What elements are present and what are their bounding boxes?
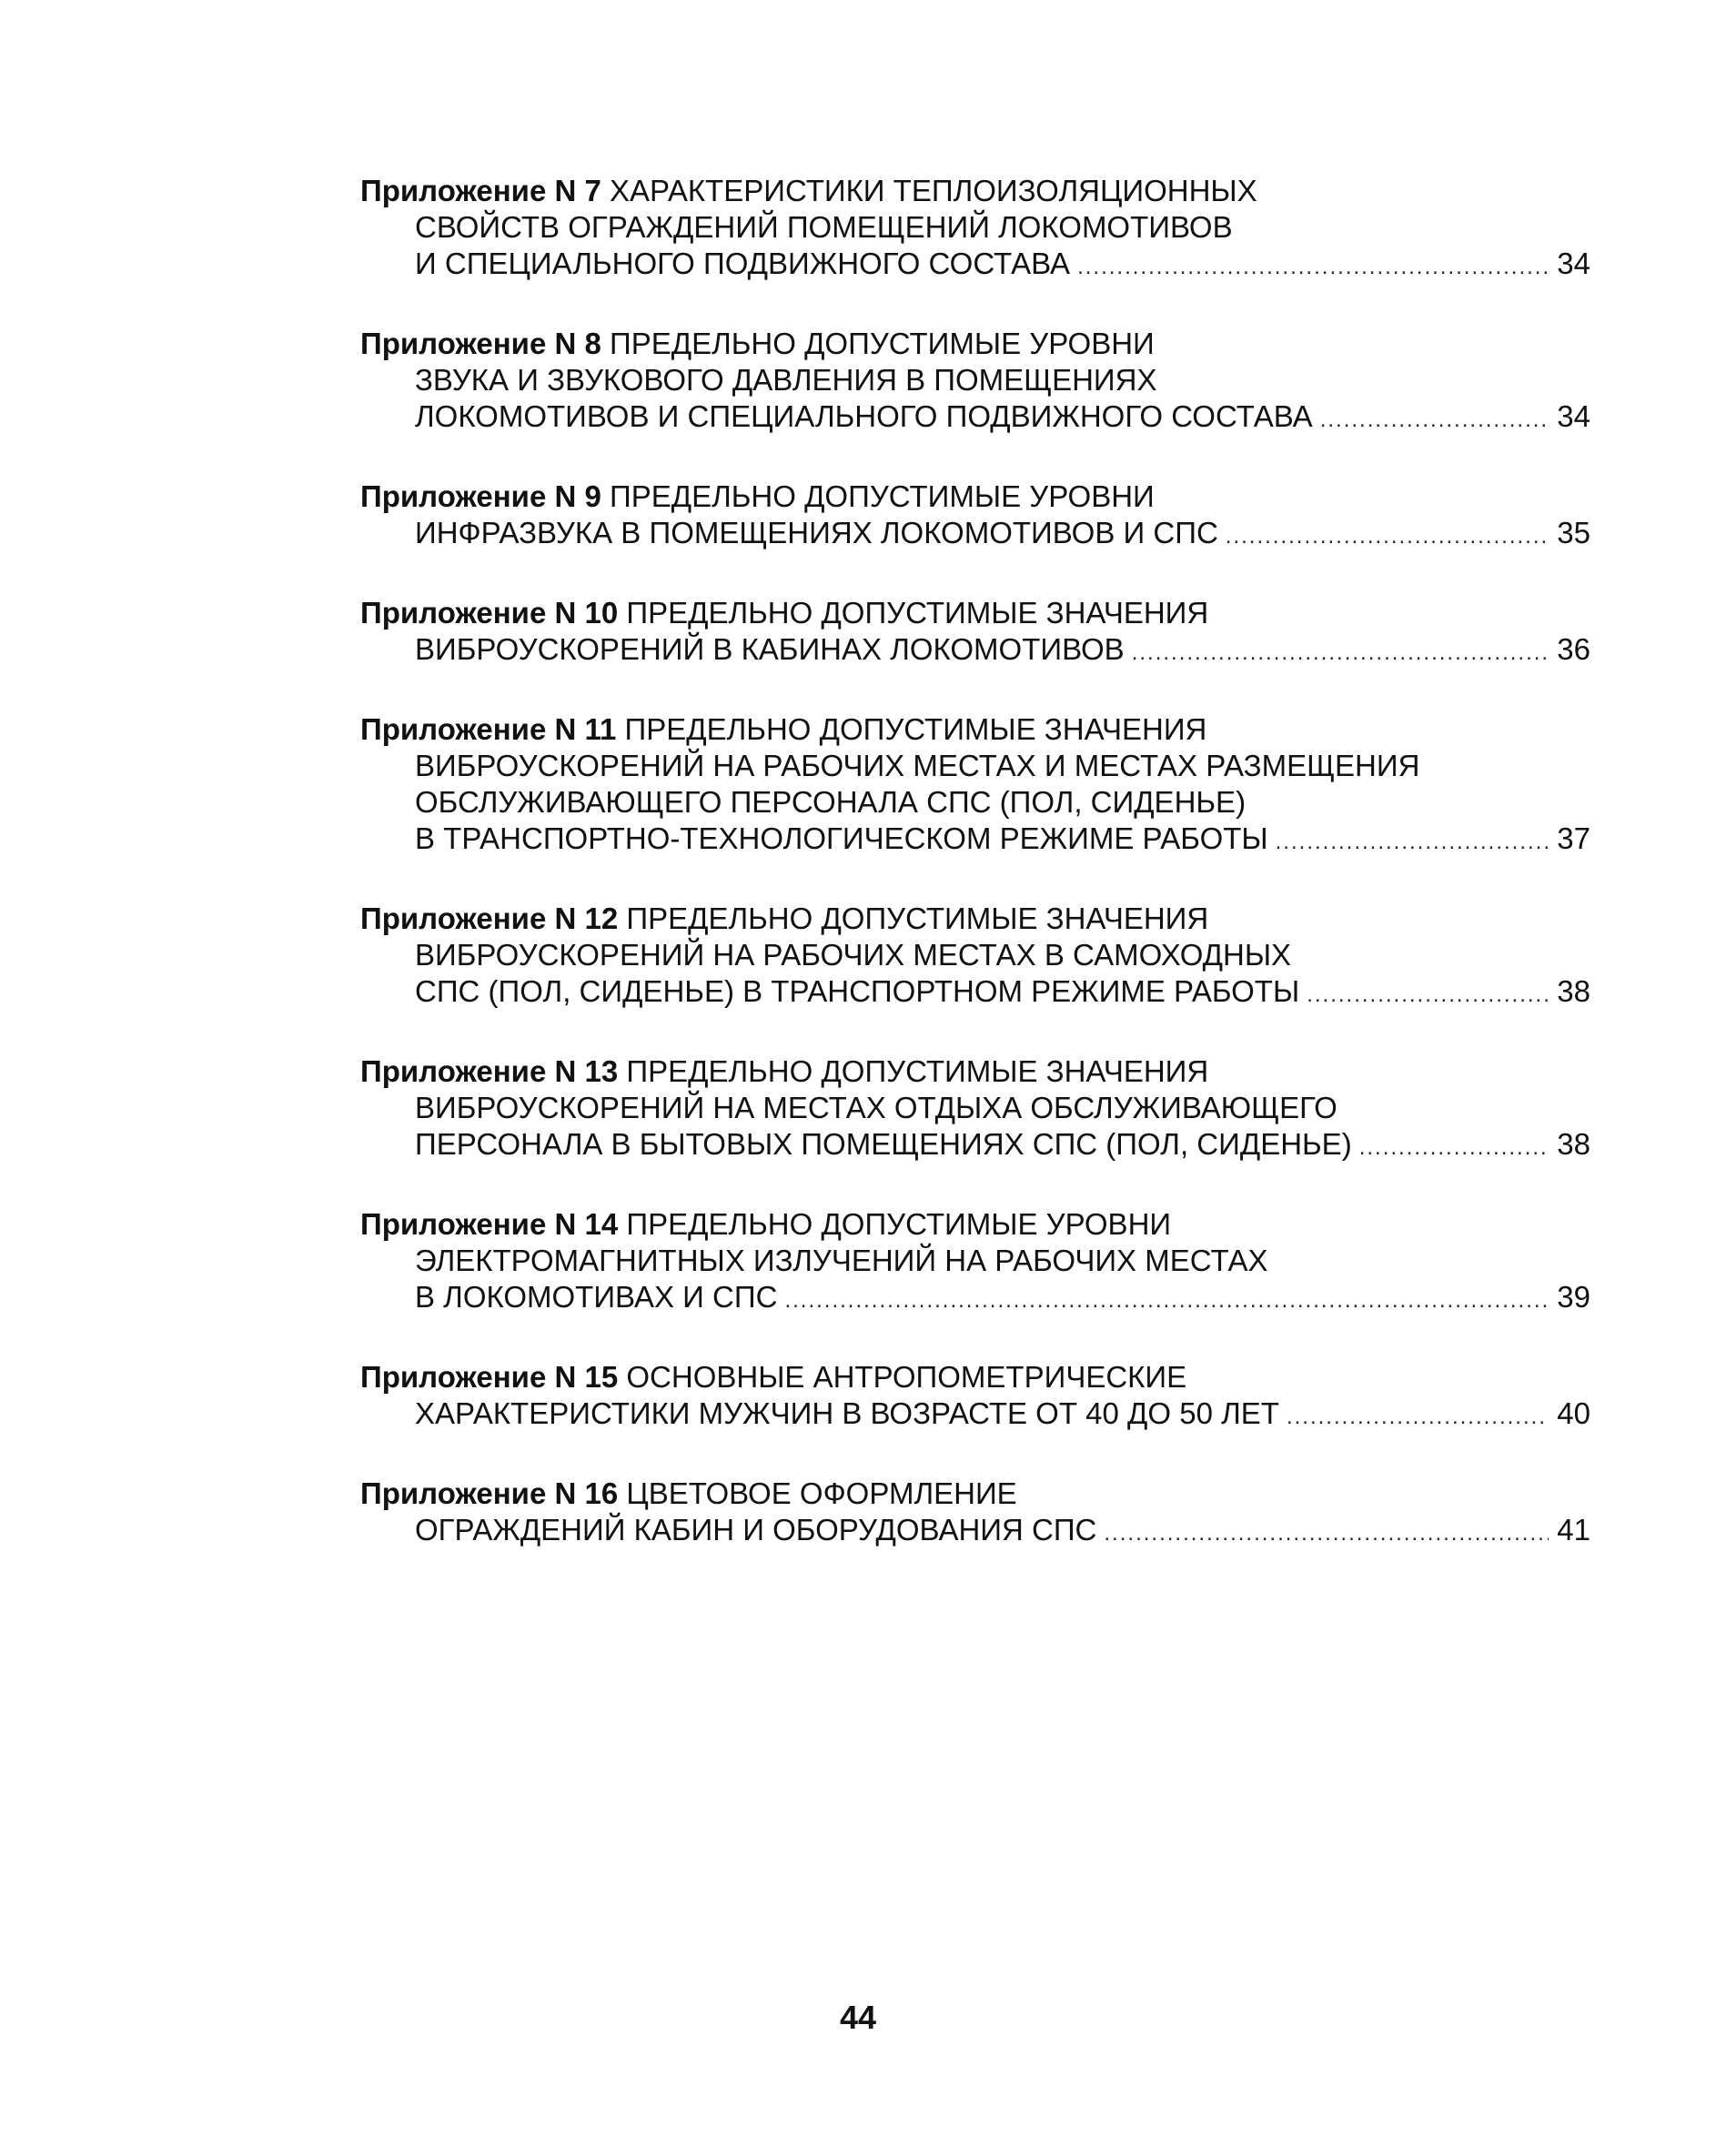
appendix-title-text: И СПЕЦИАЛЬНОГО ПОДВИЖНОГО СОСТАВА	[415, 247, 1071, 280]
appendix-title-text: ИНФРАЗВУКА В ПОМЕЩЕНИЯХ ЛОКОМОТИВОВ И СПС	[415, 516, 1218, 549]
appendix-title-text: В ТРАНСПОРТНО-ТЕХНОЛОГИЧЕСКОМ РЕЖИМЕ РАБОТЫ	[415, 821, 1268, 855]
toc-entry-first-line	[360, 1476, 1590, 1512]
toc-page-number: 38	[1557, 974, 1590, 1008]
dot-leader	[784, 1283, 1549, 1319]
appendix-label: Приложение N 10	[360, 596, 619, 630]
toc-entry-last-line	[360, 631, 1590, 671]
appendix-title-text: В ЛОКОМОТИВАХ И СПС	[415, 1280, 778, 1314]
appendix-label: Приложение N 13	[360, 1054, 619, 1088]
toc-page-number: 41	[1557, 1513, 1590, 1546]
toc-page-number: 35	[1557, 516, 1590, 549]
toc-entry	[360, 479, 1590, 555]
appendix-title-text: ПРЕДЕЛЬНО ДОПУСТИМЫЕ ЗНАЧЕНИЯ	[626, 596, 1209, 630]
appendix-title-text: ХАРАКТЕРИСТИКИ МУЖЧИН В ВОЗРАСТЕ ОТ 40 ДО 50 ЛЕТ	[415, 1396, 1279, 1430]
appendix-title-text: ВИБРОУСКОРЕНИЙ В КАБИНАХ ЛОКОМОТИВОВ	[415, 632, 1125, 666]
dot-leader	[1077, 249, 1549, 286]
appendix-label: Приложение N 12	[360, 902, 619, 935]
toc-entry-first-line	[360, 479, 1590, 515]
appendix-title-text: СВОЙСТВ ОГРАЖДЕНИЙ ПОМЕЩЕНИЙ ЛОКОМОТИВОВ	[415, 210, 1233, 244]
toc-entry-last-line	[360, 1126, 1590, 1166]
dot-leader	[1359, 1130, 1549, 1166]
toc-entry-first-line	[360, 595, 1590, 631]
toc-entry	[360, 711, 1590, 861]
toc-entry-last-line	[360, 821, 1590, 861]
toc-entry-last-line	[360, 1279, 1590, 1319]
toc-page-number: 34	[1557, 247, 1590, 280]
toc-entry-last-line	[360, 515, 1590, 555]
toc-page-number: 40	[1557, 1396, 1590, 1430]
appendix-label: Приложение N 14	[360, 1207, 619, 1241]
appendix-label: Приложение N 16	[360, 1476, 619, 1510]
appendix-title-text: ПРЕДЕЛЬНО ДОПУСТИМЫЕ УРОВНИ	[610, 327, 1155, 360]
toc-entry-first-line	[360, 1359, 1590, 1395]
toc-entry-first-line	[360, 901, 1590, 937]
appendix-title-text: ЗВУКА И ЗВУКОВОГО ДАВЛЕНИЯ В ПОМЕЩЕНИЯХ	[415, 363, 1157, 397]
toc-entry	[360, 173, 1590, 286]
appendix-label: Приложение N 15	[360, 1360, 619, 1394]
dot-leader	[1320, 402, 1549, 438]
appendix-title-text: ПРЕДЕЛЬНО ДОПУСТИМЫЕ ЗНАЧЕНИЯ	[626, 1054, 1209, 1088]
dot-leader	[1226, 519, 1549, 555]
appendix-title-text: ПРЕДЕЛЬНО ДОПУСТИМЫЕ УРОВНИ	[610, 479, 1155, 513]
toc-page-number: 37	[1557, 821, 1590, 855]
appendix-title-text: ПРЕДЕЛЬНО ДОПУСТИМЫЕ ЗНАЧЕНИЯ	[626, 902, 1209, 935]
toc-entry-first-line	[360, 173, 1590, 209]
toc-entry-last-line	[360, 973, 1590, 1013]
toc-entry-last-line	[360, 246, 1590, 286]
appendix-title-text: ЦВЕТОВОЕ ОФОРМЛЕНИЕ	[626, 1476, 1017, 1510]
appendix-label: Приложение N 11	[360, 712, 617, 746]
appendix-title-text: СПС (ПОЛ, СИДЕНЬЕ) В ТРАНСПОРТНОМ РЕЖИМЕ РАБОТЫ	[415, 974, 1300, 1008]
dot-leader	[1287, 1399, 1549, 1436]
toc-page-number: 36	[1557, 632, 1590, 666]
appendix-title-text: ВИБРОУСКОРЕНИЙ НА МЕСТАХ ОТДЫХА ОБСЛУЖИВАЮЩЕГО	[415, 1091, 1337, 1124]
toc-entry	[360, 595, 1590, 671]
toc-entry-first-line	[360, 1053, 1590, 1090]
toc-page-number: 39	[1557, 1280, 1590, 1314]
toc-entry-last-line	[360, 1512, 1590, 1552]
dot-leader	[1276, 824, 1549, 861]
appendix-title-text: ВИБРОУСКОРЕНИЙ НА РАБОЧИХ МЕСТАХ И МЕСТАХ РАЗМЕЩЕНИЯ	[415, 749, 1420, 782]
appendix-label: Приложение N 8	[360, 327, 601, 360]
toc-entry	[360, 1206, 1590, 1319]
toc-page-number: 38	[1557, 1127, 1590, 1161]
appendix-title-text: ПРЕДЕЛЬНО ДОПУСТИМЫЕ УРОВНИ	[626, 1207, 1172, 1241]
toc-entry-first-line	[360, 326, 1590, 362]
toc-page-number: 34	[1557, 399, 1590, 433]
appendix-title-text: ОГРАЖДЕНИЙ КАБИН И ОБОРУДОВАНИЯ СПС	[415, 1513, 1097, 1546]
toc-entry	[360, 1053, 1590, 1166]
dot-leader	[1132, 635, 1549, 671]
appendix-label: Приложение N 7	[360, 174, 601, 207]
table-of-contents	[360, 173, 1590, 1592]
appendix-title-text: ВИБРОУСКОРЕНИЙ НА РАБОЧИХ МЕСТАХ В САМОХОДНЫХ	[415, 938, 1292, 972]
toc-entry-first-line	[360, 711, 1590, 748]
toc-entry	[360, 1359, 1590, 1436]
appendix-title-text: ОБСЛУЖИВАЮЩЕГО ПЕРСОНАЛА СПС (ПОЛ, СИДЕНЬЕ)	[415, 785, 1247, 819]
toc-entry	[360, 326, 1590, 438]
appendix-title-text: ХАРАКТЕРИСТИКИ ТЕПЛОИЗОЛЯЦИОННЫХ	[610, 174, 1257, 207]
page-number: 44	[839, 1999, 877, 2036]
dot-leader	[1104, 1516, 1549, 1552]
toc-entry	[360, 901, 1590, 1013]
appendix-title-text: ЛОКОМОТИВОВ И СПЕЦИАЛЬНОГО ПОДВИЖНОГО СОСТАВА	[415, 399, 1313, 433]
toc-entry-first-line	[360, 1206, 1590, 1243]
toc-entry-last-line	[360, 398, 1590, 438]
appendix-title-text: ПРЕДЕЛЬНО ДОПУСТИМЫЕ ЗНАЧЕНИЯ	[624, 712, 1207, 746]
dot-leader	[1307, 977, 1549, 1013]
appendix-title-text: ОСНОВНЫЕ АНТРОПОМЕТРИЧЕСКИЕ	[626, 1360, 1187, 1394]
appendix-label: Приложение N 9	[360, 479, 601, 513]
toc-entry-last-line	[360, 1395, 1590, 1436]
toc-entry	[360, 1476, 1590, 1552]
appendix-title-text: ПЕРСОНАЛА В БЫТОВЫХ ПОМЕЩЕНИЯХ СПС (ПОЛ, СИДЕНЬЕ)	[415, 1127, 1352, 1161]
appendix-title-text: ЭЛЕКТРОМАГНИТНЫХ ИЗЛУЧЕНИЙ НА РАБОЧИХ МЕСТАХ	[415, 1244, 1268, 1277]
